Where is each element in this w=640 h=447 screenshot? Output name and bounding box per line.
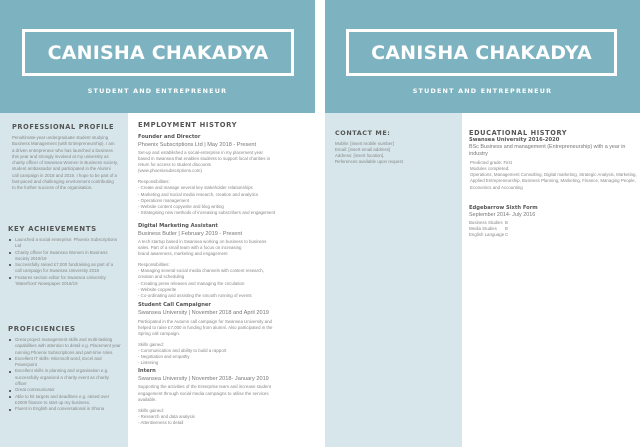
list-item: - Co-ordinating and assisting the smooth running of events [138, 292, 252, 298]
section-title: EMPLOYMENT HISTORY [138, 121, 238, 129]
job-description: Supporting the activities of the Enterprise team and increase student [138, 384, 272, 390]
modules-label: Modules completed: [470, 166, 510, 172]
job-description: (www.phoenixsubscriptions.com) [138, 168, 202, 174]
job-entry [138, 302, 312, 367]
list-item: - Negotiation and empathy [138, 354, 190, 360]
list-item: - Attentiveness to detail [138, 419, 184, 425]
predicted-grade: Predicted grade: First [470, 160, 512, 166]
institution-name: Edgebarrow Sixth Form [469, 204, 538, 211]
job-entry [138, 134, 312, 216]
modules-list: Operations, Management Consulting, Digital marketing, Strategic Analysis, Marketing, Applied Entrepreneurship, Business Planning, Marketing, Finance, Managing People, Economics and Accounting [470, 172, 637, 190]
list-label: Skills gained: [138, 342, 164, 348]
job-meta: Swansea University | November 2018- January 2019 [138, 376, 269, 383]
list-item: - Marketing and Social media research, creation and analytics [138, 191, 259, 197]
institution-name: Swansea University 2016-2020 [469, 137, 560, 143]
job-description: engagement through social media campaigns to utilise the services [138, 390, 269, 396]
subject: Business Studies [469, 219, 503, 225]
page-header [325, 0, 640, 113]
section-title: PROFESSIONAL PROFILE [12, 123, 115, 131]
candidate-name: CANISHA CHAKADYA [371, 41, 592, 64]
job-role: Intern [138, 368, 156, 375]
grade: B [505, 219, 508, 225]
contact-email: Email: [insert email address] [335, 147, 391, 153]
job-description: Participated in the Autumn call campaign for Swansea University and [138, 318, 272, 324]
sidebar [0, 113, 128, 447]
job-description: A tech startup based in Swansea working on business to business [138, 238, 267, 244]
job-role: Digital Marketing Assistant [138, 222, 218, 229]
list-item: - Listening [138, 360, 159, 366]
grade: C [505, 232, 509, 238]
grades-table [469, 220, 637, 239]
education-entry [469, 205, 637, 239]
list-item: Charity officer for Swansea Women in Business Society 2018/19 [8, 250, 120, 263]
employment-section [138, 113, 312, 447]
list-item: - Operations management [138, 197, 190, 203]
degree: BSc Business and management (Entrepreneurship) with a year in industry [469, 144, 626, 157]
section-title: CONTACT ME: [335, 129, 391, 137]
list-item: Excellent IT skills- Microsoft word, Excel and Powerpoint [8, 356, 122, 369]
list-item: creation and scheduling [138, 274, 185, 280]
profile-section [12, 123, 118, 192]
list-item: - Creating press releases and managing the circulation [138, 280, 245, 286]
education-section [469, 113, 637, 447]
tagline: STUDENT AND ENTREPRENEUR [412, 87, 553, 95]
resume-page-2 [325, 0, 640, 447]
list-item: Features section editor for Swansea University 'Waterfront' Newspaper 2018/19 [8, 275, 120, 288]
profile-text: Penultimate-year undergraduate student studying Business Management (with Entrepreneurship). I am a driven entrepreneur who has launched a business this year and strongly involved at my university as charity officer of Swansea Women in Business society, student ambassador and participated in the Alumni call campaign in 2018 and 2019. I hope to be part of a fast-paced and challenging environment contributing to the further success of the organisation. [12, 135, 118, 191]
list-item: Successfully raised £7,000 fundraising as part of a call campaign for Swansea University 2018 [8, 262, 120, 275]
job-description: based in Swansea that enables students to support local charities in [138, 156, 271, 162]
contact-mobile: Mobile: [insert mobile number] [335, 141, 394, 146]
job-meta: Swansea University | November 2018 and April 2019 [138, 309, 269, 316]
job-description: return for access to student discounts [138, 162, 211, 168]
grade-row [469, 232, 637, 238]
contact-references: References available upon request [335, 159, 403, 165]
contact-section [335, 129, 457, 165]
page-header [0, 0, 315, 113]
list-item: Launched a social enterprise: Phoenix Subscriptions Ltd [8, 237, 120, 250]
tagline: STUDENT AND ENTREPRENEUR [87, 87, 228, 95]
proficiencies-section [8, 325, 122, 413]
job-description: brand awareness, marketing and engagement [138, 251, 228, 257]
list-item: Great communicator [8, 387, 122, 393]
candidate-name: CANISHA CHAKADYA [47, 41, 269, 64]
list-item: - Communication and ability to build a rapport [138, 348, 227, 354]
list-label: Skills gained: [138, 407, 164, 413]
list-item: Able to hit targets and deadlines e.g. raised over £2000 finance to start up my business. [8, 394, 122, 407]
list-label: Responsibilities: [138, 262, 170, 268]
sidebar [325, 113, 462, 447]
job-role: Student Call Campaigner [138, 301, 211, 308]
name-frame [346, 29, 617, 76]
education-dates: September 2014- July 2016 [469, 211, 536, 218]
contact-address: Address: [insert location]. [335, 153, 385, 159]
job-role: Founder and Director [138, 134, 201, 140]
name-frame [22, 29, 294, 76]
job-description: sales. Part of a small team with a focus on increasing [138, 245, 242, 251]
job-meta: Business Butler | February 2019 - Present [138, 230, 243, 237]
job-entry [138, 368, 312, 426]
list-item: - Website copywrite [138, 286, 177, 292]
section-title: PROFICIENCIES [8, 325, 76, 333]
list-label: Responsibilities: [138, 179, 170, 185]
job-description: available. [138, 396, 157, 402]
list-item: - Website content copywrite and blog writing [138, 203, 224, 209]
job-description: Set-up and established a social-enterprise in my placement year [138, 150, 263, 155]
achievements-section [8, 225, 120, 287]
list-item: - Create and manage several key stakeholder relationships [138, 185, 253, 191]
list-item: - Strategising new methods of increasing subscribers and engagement [138, 209, 276, 215]
list-item: - Research and data analysis [138, 413, 195, 419]
proficiencies-list [8, 337, 122, 413]
achievements-list [8, 237, 120, 287]
job-meta: Phoenix Subscriptions Ltd | May 2018 - Present [138, 142, 257, 148]
subject: Media Studies [469, 225, 497, 231]
job-description: helped to raise £7,000 in funding from alumni. Also participated in the [138, 324, 273, 330]
job-entry [138, 223, 312, 299]
list-item: - Managing several social media channels with content research, [138, 268, 264, 274]
education-entry [469, 137, 637, 191]
job-description: Spring call campaign. [138, 330, 180, 336]
resume-page-1 [0, 0, 315, 447]
list-item: Excellent skills in planning and organisation e.g. successfully organised a charity event as charity officer [8, 368, 122, 387]
section-title: KEY ACHIEVEMENTS [8, 225, 97, 233]
list-item: Great project management skills and multi-tasking capabilities with attention to detail e.g. Placement year running Phoenix Subscriptions and part-time roles. [8, 337, 122, 356]
grade: B [505, 225, 508, 231]
subject: English Language [469, 232, 505, 238]
section-title: EDUCATIONAL HISTORY [469, 129, 568, 137]
list-item: Fluent in English and conversational in Shona [8, 406, 122, 412]
